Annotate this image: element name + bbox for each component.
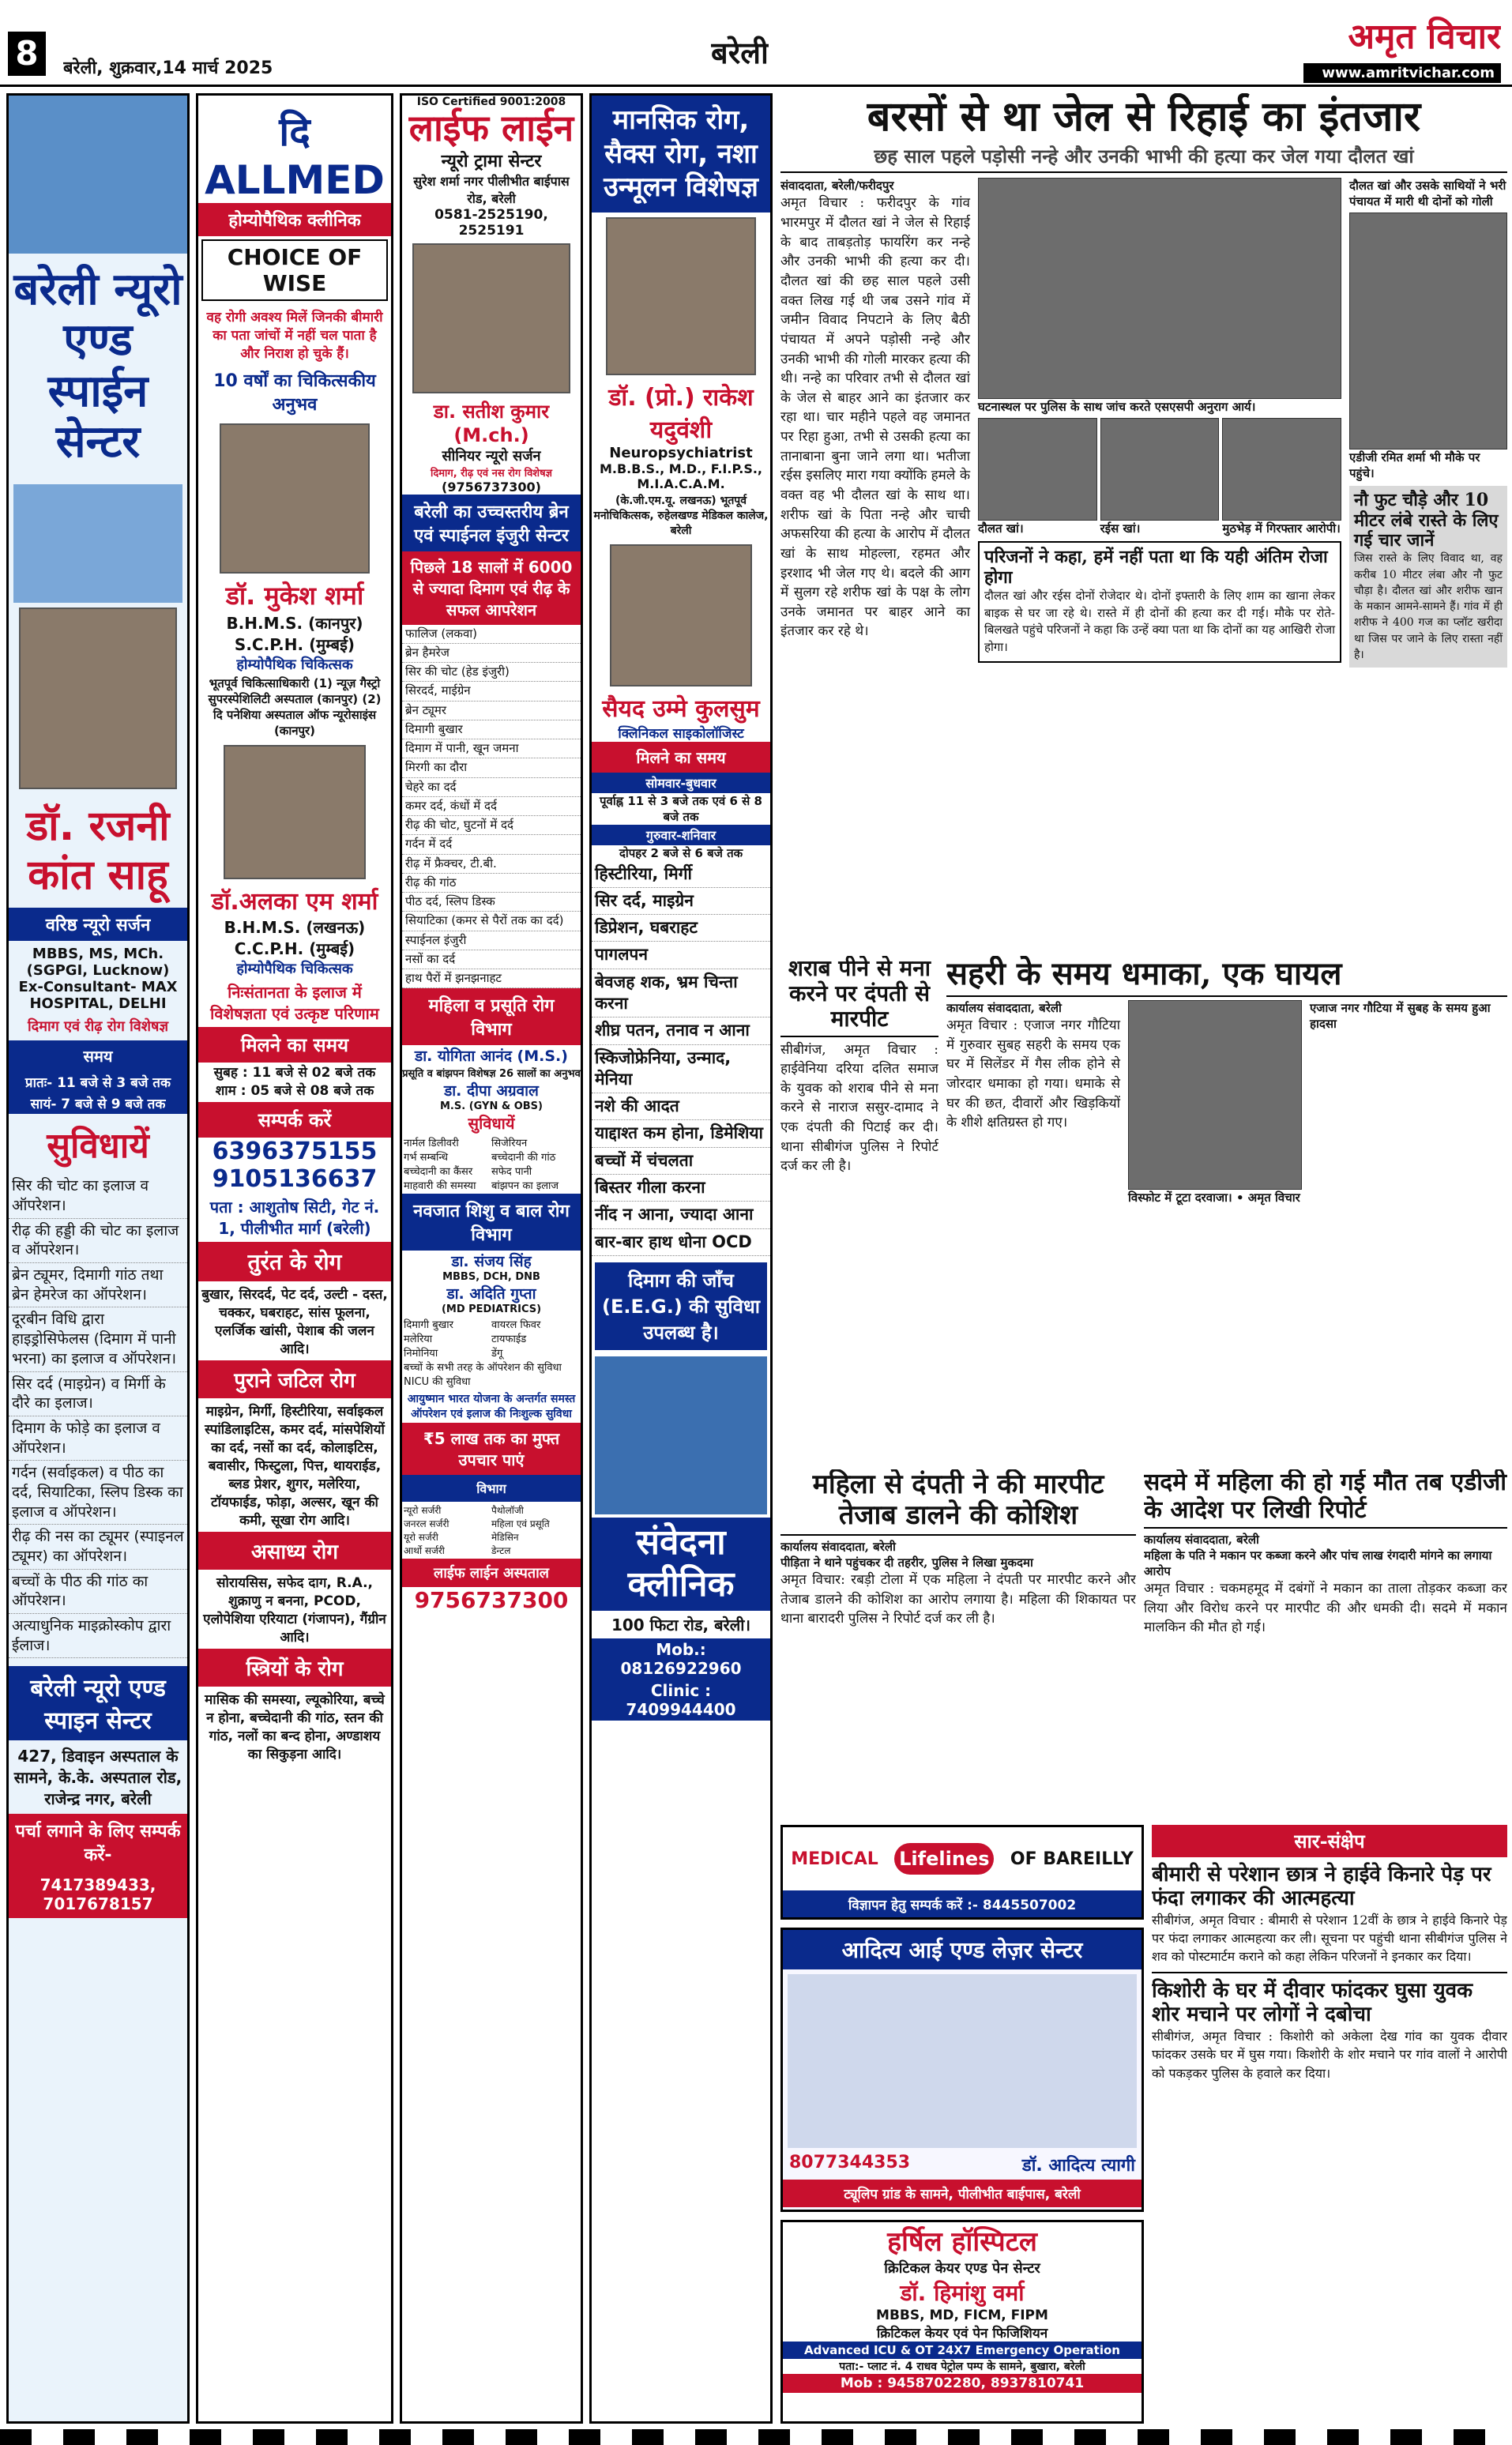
ad4-eeg: दिमाग की जाँच (E.E.G.) की सुविधा उपलब्ध है।: [595, 1262, 767, 1350]
story3-side-cap: एजाज नगर गौटिया में सुबह के समय हुआ हादसा: [1310, 1001, 1491, 1031]
doctor-photo: [606, 217, 756, 375]
ad3-claim: बरेली का उच्चस्तरीय ब्रेन एवं स्पाईनल इंजुरी सेन्टर: [402, 495, 581, 551]
ad1-address: 427, डिवाइन अस्पताल के सामने, के.के. अस्पताल रोड, राजेन्द्र नगर, बरेली: [13, 1747, 182, 1809]
list-item: दिमागी बुखार: [404, 1319, 453, 1332]
list-item: निमोनिया: [404, 1348, 438, 1360]
main-cap3: मुठभेड़ में गिरफ्तार आरोपी।: [1222, 521, 1341, 536]
list-item: चेहरे का दर्द: [402, 778, 581, 797]
ad2-time2: शाम : 05 बजे से 08 बजे तक: [215, 1083, 374, 1099]
story4-head: महिला से दंपती ने की मारपीट तेजाब डालने की कोशिश: [812, 1469, 1104, 1532]
harshil-role: क्रिटिकल केयर एवं पेन फिजिशियन: [876, 2326, 1048, 2342]
list-item: बच्चेदानी का कैंसर: [404, 1166, 473, 1179]
ad2-doc1: डॉ. मुकेश शर्मा: [225, 581, 364, 611]
ad4-doc-prev: (के.जी.एम.यू. लखनऊ) भूतपूर्व मनोचिकित्सक, रुहेलखण्ड मेडिकल कालेज, बरेली: [593, 494, 769, 537]
ad3-title: लाईफ लाईन: [408, 107, 574, 149]
ad4-clinic-addr: 100 फिटा रोड, बरेली।: [611, 1615, 751, 1634]
summary-s2-head: किशोरी के घर में दीवार फांदकर घुसा युवक शोर मचाने पर लोगों ने दबोचा: [1152, 1979, 1473, 2027]
ad2-hard: सोरायसिस, सफेद दाग, R.A., शुक्राणु न बनना, PCOD, एलोपेशिया एरियाटा (गंजापन), गैंग्रीन आदि।: [203, 1575, 386, 1646]
crime-scene-photo: [978, 178, 1341, 399]
ad-aditya-eye-center: [780, 1928, 1144, 2212]
summary-s2-body: सीबीगंज, अमृत विचार : किशोरी को अकेला देख गांव का युवक दीवार फांदकर उसके घर में घुस गया। किशोरी के शोर मचाने पर गांव वालों ने आरोपी को पकड़कर पुलिस के हवाले कर दिया।: [1152, 2029, 1507, 2081]
story4-byline: कार्यालय संवाददाता, बरेली: [780, 1540, 896, 1555]
edition-date: बरेली, शुक्रवार,14 मार्च 2025: [63, 58, 273, 78]
aditya-addr: ट्यूलिप ग्रांड के सामने, पीलीभीत बाईपास, बरेली: [783, 2180, 1142, 2207]
suspect-photo: [1222, 418, 1341, 521]
list-item: सिर दर्द, माइग्रेन: [592, 888, 770, 915]
story-sehri-blast: [946, 956, 1507, 1461]
ad4-doc-deg: M.B.B.S., M.D., F.I.P.S., M.I.A.C.A.M.: [599, 461, 763, 491]
list-item: दिमाग में पानी, खून जमना: [402, 739, 581, 758]
ad3-ayushman: आयुष्मान भारत योजना के अन्तर्गत समस्त ऑपरेशन एवं इलाज की निःशुल्क सुविधा: [407, 1393, 576, 1421]
list-item: न्यूरो सर्जरी: [404, 1505, 442, 1517]
ad2-time1: सुबह : 11 बजे से 02 बजे तक: [213, 1065, 376, 1081]
brand-url[interactable]: www.amritvichar.com: [1303, 63, 1501, 83]
list-item: रीढ़ की नस का ट्यूमर (स्पाइनल ट्यूमर) का ऑपरेशन।: [9, 1525, 187, 1569]
list-item: गर्भ सम्बन्धि: [404, 1152, 448, 1164]
list-item: सियाटिका (कमर से पैरों तक का दर्द): [402, 912, 581, 931]
ad2-choice: CHOICE OF WISE: [201, 239, 388, 301]
ad2-exp: 10 वर्षों का चिकित्सकीय अनुभव: [213, 371, 376, 415]
aditya-doc: डॉ. आदित्य त्यागी: [1021, 2156, 1135, 2176]
ad2-old: माइग्रेन, मिर्गी, हिस्टीरिया, सर्वाइकल स्पांडिलाइटिस, कमर दर्द, मांसपेशियों का दर्द, नसों का दर्द, कोलाइटिस, बवासीर, फिस्टुला, पित्त, थायराईड, ब्लड प्रेशर, शुगर, मलेरिया, टॉयफाईड, फोड़ा, अल्सर, खून की कमी, सूखा रोग आदि।: [205, 1404, 385, 1529]
ad4-doc2-role: क्लिनिकल साइकोलॉजिस्ट: [618, 725, 744, 742]
main-subhead: छह साल पहले पड़ोसी नन्हे और उनकी भाभी की हत्या कर जेल गया दौलत खां: [874, 144, 1414, 167]
story-woman-death: [1144, 1469, 1507, 1817]
ad4-time-label: मिलने का समय: [592, 742, 770, 773]
list-item: स्पाईनल इंजुरी: [402, 931, 581, 950]
ad3-doc-phone[interactable]: (9756737300): [442, 479, 541, 495]
story4-side-cap: पीड़िता ने थाने पहुंचकर दी तहरीर, पुलिस ने लिखा मुकदमा: [780, 1555, 1033, 1570]
spine-image: [13, 484, 182, 603]
list-item: सिर दर्द (माइग्रेन) व मिर्गी के दौरे का इलाज।: [9, 1372, 187, 1416]
aditya-title: आदित्य आई एण्ड लेज़र सेन्टर: [783, 1930, 1142, 1969]
suspect-photo: [1100, 418, 1220, 521]
ad4-time3: गुरुवार-शनिवार: [592, 825, 770, 845]
ad4-clinic: संवेदना क्लीनिक: [592, 1518, 770, 1611]
list-item: मलेरिया: [404, 1333, 433, 1346]
ad2-doc2-role: होम्योपैथिक चिकित्सक: [236, 961, 353, 977]
list-item: रीढ़ की चोट, घुटनों में दर्द: [402, 816, 581, 835]
lifelines-title: Lifelines: [894, 1843, 994, 1875]
harshil-addr: पता:- प्लाट नं. 4 राधव पेट्रोल पम्प के सामने, बुखारा, बरेली: [839, 2360, 1085, 2373]
ad2-contact-label: सम्पर्क करें: [198, 1102, 391, 1138]
harshil-sub: क्रिटिकल केयर एण्ड पेन सेन्टर: [884, 2260, 1040, 2277]
list-item: बिस्तर गीला करना: [592, 1175, 770, 1202]
story-couple-assault: [780, 956, 938, 1461]
ad2-address: पता : आशुतोष सिटी, गेट नं. 1, पीलीभीत मार्ग (बरेली): [209, 1198, 380, 1238]
ad3-doc3-deg: M.S. (GYN & OBS): [440, 1100, 543, 1113]
list-item: बांझपन का इलाज: [491, 1180, 559, 1193]
ad1-contact-label: पर्चा लगाने के लिए सम्पर्क करें-: [9, 1814, 187, 1871]
ad3-doc2: डा. योगिता आनंद (M.S.): [415, 1048, 568, 1066]
list-item: जनरल सर्जरी: [404, 1518, 449, 1530]
ad2-title: दि ALLMED: [205, 109, 385, 203]
ad2-doc2: डॉ.अलका एम शर्मा: [211, 888, 378, 916]
ad1-footer-title: बरेली न्यूरो एण्ड स्पाइन सेन्टर: [9, 1666, 187, 1740]
ad3-fac-list: [402, 1134, 581, 1194]
ad4-list: [592, 861, 770, 1256]
ad3-doc5-deg: (MD PEDIATRICS): [441, 1303, 542, 1316]
ad3-kids-label: नवजात शिशु व बाल रोग विभाग: [402, 1194, 581, 1251]
list-item: गर्दन में दर्द: [402, 835, 581, 854]
ad1-facilities-list: [9, 1174, 187, 1658]
list-item: मेडिसिन: [491, 1532, 519, 1544]
ad4-time1: सोमवार-बुधवार: [592, 773, 770, 793]
main-side-head: नौ फुट चौड़े और 10 मीटर लंबे रास्ते के लिए गई चार जानें: [1354, 490, 1499, 551]
list-item: वायरल फिवर: [491, 1319, 541, 1332]
ad4-doc-role: Neuropsychiatrist: [609, 444, 753, 461]
harshil-title: हर्षिल हॉस्पिटल: [887, 2226, 1037, 2258]
ad-neuro-spine-center: [6, 93, 190, 2424]
ad-samvedna-clinic: [589, 93, 773, 2424]
ad-lifeline-hospital: [400, 93, 583, 2424]
list-item: नार्मल डिलीवरी: [404, 1138, 459, 1150]
list-item: आर्थो सर्जरी: [404, 1545, 445, 1557]
story-acid-attempt: [780, 1469, 1136, 1817]
story2-head: शराब पीने से मना करने पर दंपती से मारपीट: [788, 956, 931, 1033]
list-item: बेवजह शक, भ्रम चिन्ता करना: [592, 969, 770, 1018]
ad2-women: मासिक की समस्या, ल्यूकोरिया, बच्चे न होना, बच्चेदानी की गांठ, स्तन की गांठ, नलों का बन्द होना, अण्डाशय का सिकुड़ना आदि।: [205, 1692, 385, 1762]
ad-harshil-hospital: [780, 2220, 1144, 2424]
ad1-degrees: MBBS, MS, MCh. (SGPGI, Lucknow) Ex-Consultant- MAX HOSPITAL, DELHI: [18, 946, 178, 1013]
list-item: बच्चों में चंचलता: [592, 1148, 770, 1175]
ad3-doc4: डा. संजय सिंह: [451, 1253, 532, 1271]
aditya-phone[interactable]: 8077344353: [789, 2153, 911, 2172]
ad4-title: मानसिक रोग, सैक्स रोग, नशा उन्मूलन विशेषज्ञ: [592, 96, 770, 213]
ad-lifelines: [780, 1825, 1144, 1920]
list-item: मिरगी का दौरा: [402, 758, 581, 777]
page-number: 8: [8, 32, 46, 76]
ad3-doc2-note: प्रसूति व बांझपन विशेषज्ञ 26 सालों का अनुभव: [402, 1068, 581, 1081]
list-item: रीढ़ में फ्रैक्चर, टी.बी.: [402, 855, 581, 874]
blast-photo: [1128, 1000, 1302, 1190]
story4-body: अमृत विचार: रबड़ी टोला में एक महिला ने दंपती पर मारपीट करने और तेजाब डालने की कोशिश का आरोप लगाया है। महिला की शिकायत पर थाना बारादरी पुलिस ने रिपोर्ट दर्ज कर ली है।: [780, 1572, 1136, 1627]
ad2-urgent-label: तुरंत के रोग: [198, 1242, 391, 1281]
story2-body: सीबीगंज, अमृत विचार : हाईवेनिया दरिया दलित समाज के युवक को शराब पीने से मना करने से नाराज ससुर-दामाद ने एक दंपती की पिटाई कर दी। थाना सीबीगंज पुलिस ने रिपोर्ट दर्ज कर ली है।: [780, 1041, 938, 1175]
ad2-time-label: मिलने का समय: [198, 1027, 391, 1063]
ad3-ayushman2: ₹5 लाख तक का मुफ्त उपचार पाएं: [402, 1423, 581, 1475]
ad4-doc2: सैयद उम्मे कुलसुम: [602, 694, 760, 723]
list-item: हिस्टीरिया, मिर्गी: [592, 861, 770, 888]
harshil-tag: Advanced ICU & OT 24X7 Emergency Operation: [783, 2342, 1142, 2359]
ad3-dept-list: [402, 1502, 581, 1559]
list-item: ब्रेन हैमरेज: [402, 644, 581, 663]
main-side-body: जिस रास्ते के लिए विवाद था, वह करीब 10 मीटर लंबा और नौ फुट चौड़ा है। दौलत खां और शरीफ खान के मकान आमने-सामने हैं। गांव में ही शरीफ ने 400 गज का प्लॉट खरीदा था जिस पर जाने के लिए रास्ता नहीं है।: [1354, 552, 1503, 662]
story5-byline: कार्यालय संवाददाता, बरेली: [1144, 1533, 1259, 1547]
ad3-sub: न्यूरो ट्रामा सेन्टर: [441, 151, 542, 171]
story3-cap: विस्फोट में टूटा दरवाजा। • अमृत विचार: [1128, 1191, 1300, 1205]
harshil-deg: MBBS, MD, FICM, FIPM: [876, 2308, 1048, 2323]
ad3-fac-label: सुविधायें: [468, 1114, 515, 1134]
doctor-photo: [220, 423, 370, 574]
list-item: फालिज (लकवा): [402, 625, 581, 644]
ad3-doc-role: सीनियर न्यूरो सर्जन: [442, 447, 541, 465]
ad3-addr: सुरेश शर्मा नगर पीलीभीत बाईपास रोड, बरेली: [413, 173, 570, 206]
ad2-doc2-note: निःसंतानता के इलाज में विशेषज्ञता एवं उत्कृष्ट परिणाम: [210, 983, 379, 1023]
main-side-cap: दौलत खां और उसके साथियों ने भरी पंचायत में मारी थी दोनों को गोली: [1349, 179, 1506, 209]
ad2-tagline: वह रोगी अवश्य मिलें जिनकी बीमारी का पता जांचों में नहीं चल पाता है और निराश हो चुके हैं।: [206, 310, 383, 362]
adg-photo: [1349, 213, 1507, 450]
list-item: डिप्रेशन, घबराहट: [592, 915, 770, 942]
ad3-doc-spec: दिमाग, रीढ़ एवं नस रोग विशेषज्ञ: [430, 467, 552, 480]
ad3-iso: ISO Certified 9001:2008: [416, 96, 566, 108]
list-item: दूरबीन विधि द्वारा हाइड्रोसिफेलस (दिमाग में पानी भरना) का इलाज व ऑपरेशन।: [9, 1307, 187, 1371]
lifelines-contact[interactable]: विज्ञापन हेतु सम्पर्क करें :- 8445507002: [783, 1890, 1142, 1918]
ad2-phones[interactable]: 6396375155 9105136637: [212, 1138, 378, 1193]
list-item: अत्याधुनिक माइक्रोस्कोप द्वारा ईलाज।: [9, 1614, 187, 1658]
list-item: पैथोलॉजी: [491, 1505, 524, 1517]
list-item: यूरो सर्जरी: [404, 1532, 438, 1544]
list-item: महिला एवं प्रसूति: [491, 1518, 550, 1530]
main-headline: बरसों से था जेल से रिहाई का इंतजार: [867, 93, 1421, 141]
lifelines-sub: OF BAREILLY: [1010, 1849, 1134, 1869]
ad2-old-label: पुराने जटिल रोग: [198, 1360, 391, 1398]
list-item: दिमागी बुखार: [402, 720, 581, 739]
ad2-doc1-deg: B.H.M.S. (कानपुर) S.C.P.H. (मुम्बई): [226, 614, 363, 654]
summary-label: सार-संक्षेप: [1152, 1825, 1507, 1857]
ad3-doc: डा. सतीश कुमार (M.ch.): [433, 400, 550, 446]
lifelines-medical: MEDICAL: [791, 1849, 878, 1869]
ad1-time2: सायं- 7 बजे से 9 बजे तक: [9, 1093, 187, 1114]
ad3-doc3: डा. दीपा अग्रवाल: [444, 1082, 539, 1100]
list-item: रीढ़ की गांठ: [402, 874, 581, 893]
story5-body: अमृत विचार : चकमहमूद में दबंगों ने मकान का ताला तोड़कर कब्जा कर लिया और विरोध करने पर मारपीट की और धमकी दी। सदमे में मकान मालकिन की मौत हो गई।: [1144, 1581, 1507, 1636]
brain-image: [595, 1356, 767, 1514]
ad2-hard-label: असाध्य रोग: [198, 1532, 391, 1570]
ad2-women-label: स्त्रियों के रोग: [198, 1649, 391, 1687]
ad-allmed-clinic: [196, 93, 393, 2424]
main-photo-cap: घटनास्थल पर पुलिस के साथ जांच करते एसएसपी अनुराग आर्य।: [978, 400, 1256, 415]
list-item: डेन्टल: [491, 1545, 511, 1557]
ad1-phones[interactable]: 7417389433, 7017678157: [9, 1871, 187, 1918]
ad1-role: वरिष्ठ न्यूरो सर्जन: [9, 908, 187, 941]
ad2-sub: होम्योपैथिक क्लीनिक: [198, 203, 391, 236]
main-cap1: दौलत खां।: [978, 521, 1024, 536]
ad3-claim2: पिछले 18 सालों में 6000 से ज्यादा दिमाग एवं रीढ़ के सफल आपरेशन: [402, 551, 581, 625]
list-item: दिमाग के फोड़े का इलाज व ऑपरेशन।: [9, 1416, 187, 1461]
list-item: बच्चेदानी की गांठ: [491, 1152, 556, 1164]
ad2-doc1-exp: भूतपूर्व चिकित्साधिकारी (1) न्यूज़ गैस्ट्रो सुपरस्पेशिलिटी अस्पताल (कानपुर) (2) दि पनेशिया अस्पताल ऑफ न्यूरोसाइंस (कानपुर): [208, 676, 382, 738]
summary-s1-body: सीबीगंज, अमृत विचार : बीमारी से परेशान 12वीं के छात्र ने हाईवे किनारे पेड़ पर फंदा लगाकर आत्महत्या कर ली। सूचना पर पहुंची थाना सीबीगंज पुलिस ने शव को पोस्टमार्टम कराने को कहा लेकिन परिजनों ने इनकार कर दिया।: [1152, 1912, 1507, 1965]
ad1-doctor: डॉ. रजनी कांत साहू: [26, 802, 170, 899]
suspect-photo: [978, 418, 1097, 521]
ad3-list: [402, 625, 581, 989]
list-item: ब्रेन ट्यूमर: [402, 702, 581, 720]
summary-section: [1152, 1825, 1507, 2424]
ad3-phones[interactable]: 0581-2525190, 2525191: [434, 206, 548, 239]
main-box-head: परिजनों ने कहा, हमें नहीं पता था कि यही अंतिम रोजा होगा: [984, 547, 1328, 588]
list-item: टायफाईड: [491, 1333, 527, 1346]
ad4-time2: पूर्वाह्न 11 से 3 बजे तक एवं 6 से 8 बजे तक: [600, 793, 762, 824]
story5-side-cap: महिला के पति ने मकान पर कब्जा करने और पांच लाख रंगदारी मांगने का लगाया आरोप: [1144, 1548, 1492, 1578]
ad1-time-label: समय: [9, 1040, 187, 1071]
list-item: शीघ्र पतन, तनाव न आना: [592, 1017, 770, 1044]
main-side-cap2: एडीजी रमित शर्मा भी मौके पर पहुंचे।: [1349, 450, 1480, 481]
story3-head: सहरी के समय धमाका, एक घायल: [946, 956, 1342, 992]
doctor-photo: [610, 544, 752, 686]
summary-s1-head: बीमारी से परेशान छात्र ने हाईवे किनारे पेड़ पर फंदा लगाकर की आत्महत्या: [1152, 1863, 1491, 1910]
ad3-doc5: डा. अदिति गुप्ता: [446, 1285, 536, 1303]
color-calibration-bar: [0, 2429, 1512, 2445]
list-item: माहवारी की समस्या: [404, 1180, 476, 1193]
list-item: कमर दर्द, कंधों में दर्द: [402, 797, 581, 816]
ad4-time4: दोपहर 2 बजे से 6 बजे तक: [619, 845, 743, 860]
ad1-title: बरेली न्यूरो एण्ड स्पाईन सेन्टर: [13, 264, 182, 468]
ad3-contact-phone[interactable]: 9756737300: [414, 1587, 569, 1614]
list-item: डेंगू: [491, 1348, 503, 1360]
list-item: बार-बार हाथ धोना OCD: [592, 1229, 770, 1256]
doctor-photo: [412, 243, 570, 393]
main-byline: संवाददाता, बरेली/फरीदपुर: [780, 179, 894, 194]
main-cap2: रईस खां।: [1100, 521, 1141, 536]
ad3-dept-label: विभाग: [402, 1475, 581, 1502]
list-item: याद्दाश्त कम होना, डिमेशिया: [592, 1120, 770, 1147]
ad1-time1: प्रातः- 11 बजे से 3 बजे तक: [9, 1071, 187, 1093]
edition-city: बरेली: [711, 36, 769, 70]
ad1-fac-label: सुविधायें: [47, 1126, 149, 1167]
list-item: पीठ दर्द, स्लिप डिस्क: [402, 893, 581, 912]
list-item: सिर की चोट का इलाज व ऑपरेशन।: [9, 1174, 187, 1218]
aditya-banner-image: [788, 1974, 1137, 2148]
story3-body: अमृत विचार : एजाज नगर गौटिया में गुरुवार सुबह सहरी के समय एक घर में सिलेंडर में गैस लीक होने से जोरदार धमाका हो गया। धमाके से घर की छत, दीवारों और खिड़कियों के शीशे क्षतिग्रस्त हो गए।: [946, 1017, 1120, 1131]
ad3-kids-fac-list: [402, 1315, 581, 1390]
list-item: नींद न आना, ज्यादा आना: [592, 1202, 770, 1228]
list-item: हाथ पैरों में झनझनाहट: [402, 969, 581, 988]
doctor-photo: [224, 745, 366, 879]
list-item: सिजेरियन: [491, 1138, 528, 1150]
list-item: ब्रेन ट्यूमर, दिमागी गांठ तथा ब्रेन हेमरेज का ऑपरेशन।: [9, 1263, 187, 1307]
ad4-doc: डॉ. (प्रो.) राकेश यदुवंशी: [608, 383, 754, 444]
list-item: बच्चों के पीठ की गांठ का ऑपरेशन।: [9, 1570, 187, 1614]
list-item: नसों का दर्द: [402, 950, 581, 969]
doctor-photo: [19, 607, 177, 789]
brand-logo: अमृत विचार: [1348, 17, 1501, 57]
list-item: सिर की चोट (हेड इंजुरी): [402, 663, 581, 682]
ad2-doc2-deg: B.H.M.S. (लखनऊ) C.C.P.H. (मुम्बई): [224, 918, 366, 958]
story5-head: सदमे में महिला की हो गई मौत तब एडीजी के आदेश पर लिखी रिपोर्ट: [1144, 1469, 1507, 1524]
list-item: रीढ़ की हड्डी की चोट का इलाज व ऑपरेशन।: [9, 1219, 187, 1263]
list-item: पागलपन: [592, 942, 770, 969]
list-item: बच्चों के सभी तरह के ऑपरेशन की सुविधा: [404, 1362, 562, 1375]
main-box-body: दौलत खां और रईस दोनों रोजेदार थे। दोनों इफ्तारी के लिए शाम का खाना लेकर बाइक से घर जा रहे थे। रास्ते में ही दोनों की हत्या कर दी गई। मौके पर रोते-बिलखते पहुंचे परिजनों ने कहा कि उन्हें क्या पता था कि दोनों का यह आखिरी रोजा होगा।: [984, 588, 1335, 655]
ad4-mob[interactable]: Mob.: 08126922960: [592, 1638, 770, 1680]
list-item: NICU की सुविधा: [404, 1376, 471, 1389]
main-body: अमृत विचार : फरीदपुर के गांव भारमपुर में दौलत खां ने जेल से रिहाई के बाद ताबड़तोड़ फायरिंग कर नन्हे और उनकी भाभी की हत्या कर दी। दौलत खां की छह साल पहले उसी वक्त लिख गई थी जब उसने गांव में जमीन विवाद निपटाने के लिए बैठी पंचायत में अपने पड़ोसी नन्हे और उनकी भाभी की गोली मारकर हत्या की थी। नन्हे का परिवार तभी से दौलत खां के जेल से बाहर आने का इंतजार कर रहा था। चार महीने पहले वह जमानत पर रिहा हुआ, तभी से उसकी हत्या का तानाबाना बुना जाने लगा था। भतीजा रईस इसलिए मारा गया क्योंकि हमले के वक्त वह भी दौलत खां के साथ था। शरीफ खां के पिता नन्हे और चाची अफसरिया की हत्या के आरोप में दौलत खां के साथ मोहल्ला, रहमत और इरशाद भी जेल गए थे। बदले की आग में सुलग रहे शरीफ खां के पक्ष के लोग उनके जमानत पर बाहर आने का इंतजार कर रहे थे।: [780, 195, 970, 640]
ad2-urgent: बुखार, सिरदर्द, पेट दर्द, उल्टी - दस्त, चक्कर, घबराहट, सांस फूलना, एलर्जिक खांसी, पेशाब की जलन आदि।: [201, 1287, 388, 1357]
list-item: स्किजोफ्रेनिया, उन्माद, मेनिया: [592, 1045, 770, 1094]
ad4-clinic-phone[interactable]: Clinic : 7409944400: [592, 1680, 770, 1721]
ad2-doc1-role: होम्योपैथिक चिकित्सक: [236, 656, 353, 673]
list-item: गर्दन (सर्वाइकल) व पीठ का दर्द, सियाटिका, स्लिप डिस्क का इलाज व ऑपरेशन।: [9, 1461, 187, 1525]
ad3-doc4-deg: MBBS, DCH, DNB: [442, 1271, 540, 1284]
ad3-women-label: महिला व प्रसूति रोग विभाग: [402, 988, 581, 1045]
story3-byline: कार्यालय संवाददाता, बरेली: [946, 1001, 1062, 1015]
list-item: नशे की आदत: [592, 1093, 770, 1120]
list-item: सिरदर्द, माईग्रेन: [402, 682, 581, 701]
brain-image: [9, 96, 187, 254]
main-story: [780, 93, 1507, 950]
harshil-mob[interactable]: Mob : 9458702280, 8937810741: [783, 2374, 1142, 2393]
ad3-contact: लाईफ लाईन अस्पताल: [402, 1559, 581, 1587]
harshil-doc: डॉ. हिमांशु वर्मा: [900, 2280, 1025, 2306]
ad1-speciality: दिमाग एवं रीढ़ रोग विशेषज्ञ: [28, 1018, 168, 1036]
list-item: सफेद पानी: [491, 1166, 532, 1179]
